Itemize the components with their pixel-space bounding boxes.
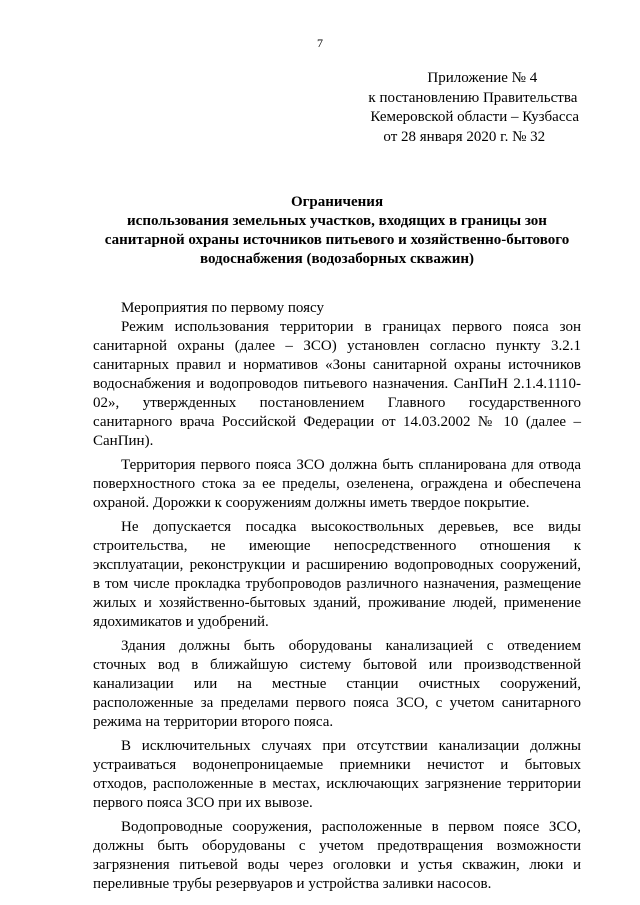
paragraph-line: санитарных правил и нормативов «Зоны санитарной охраны источников	[93, 357, 581, 373]
paragraph-line: режима на территории второго пояса.	[93, 714, 334, 730]
paragraph-line: Территория первого пояса ЗСО должна быть спланирована для отвода	[121, 457, 581, 473]
paragraph-line: расположенные за пределами первого пояса ЗСО, с учетом санитарного	[93, 695, 581, 711]
section-heading: Мероприятия по первому поясу	[121, 300, 324, 316]
paragraph-line: жилых и хозяйственно-бытовых зданий, проживание людей, применение	[93, 595, 581, 611]
paragraph-line: 02», утвержденных постановлением Главного государственного	[93, 395, 581, 411]
paragraph-line: должны быть оборудованы с учетом предотвращения возможности	[93, 838, 581, 854]
paragraph-line: эксплуатации, реконструкции и расширению водопроводных сооружений,	[93, 557, 581, 573]
paragraph-line: санитарного врача Российской Федерации от 14.03.2002 № 10 (далее –	[93, 414, 581, 430]
title-line: использования земельных участков, входящих в границы зон	[127, 213, 547, 229]
paragraph-line: Водопроводные сооружения, расположенные в первом поясе ЗСО,	[121, 819, 581, 835]
paragraph	[93, 818, 581, 894]
paragraph	[93, 637, 581, 732]
paragraph-line: в том числе прокладка трубопроводов различного назначения, размещение	[93, 576, 581, 592]
paragraph-line: Режим использования территории в границах первого пояса зон	[121, 319, 581, 335]
appendix-title: Приложение № 4	[427, 70, 538, 86]
paragraph	[93, 318, 581, 451]
paragraph-line: устраиваться водонепроницаемые приемники нечистот и бытовых	[93, 757, 581, 773]
title-line: водоснабжения (водозаборных скважин)	[199, 251, 475, 267]
paragraph-line: санитарной охраны (далее – ЗСО) установлен согласно пункту 3.2.1	[93, 338, 581, 354]
paragraph-line: ядохимикатов и удобрений.	[93, 614, 269, 630]
paragraph-line: сточных вод в ближайшую систему бытовой или производственной	[93, 657, 581, 673]
appendix-header	[368, 69, 579, 147]
appendix-region: Кемеровской области – Кузбасса	[370, 109, 579, 125]
paragraph-line: Не допускается посадка высокоствольных деревьев, все виды	[121, 519, 581, 535]
paragraph	[93, 456, 581, 513]
paragraph-line: загрязнения питьевой воды через оголовки и устья скважин, люки и	[93, 857, 581, 873]
paragraph-line: первого пояса ЗСО при их вывозе.	[93, 795, 313, 811]
document-body	[93, 299, 581, 894]
paragraph-line: Здания должны быть оборудованы канализацией с отведением	[121, 638, 581, 654]
appendix-date: от 28 января 2020 г. № 32	[383, 128, 546, 145]
document-title	[93, 193, 581, 269]
paragraph-line: СанПин).	[93, 433, 154, 449]
paragraph-line: В исключительных случаях при отсутствии канализации должны	[121, 738, 581, 754]
title-line: санитарной охраны источников питьевого и хозяйственно-бытового	[104, 232, 570, 248]
paragraph-line: строительства, не имеющие непосредственного отношения к	[93, 538, 581, 554]
paragraph	[93, 518, 581, 632]
appendix-reference: к постановлению Правительства	[368, 89, 578, 106]
paragraph-line: переливные трубы резервуаров и устройства заливки насосов.	[93, 876, 492, 892]
paragraph-line: канализации или на местные станции очистных сооружений,	[93, 676, 581, 692]
title-line: Ограничения	[290, 194, 384, 210]
paragraph-line: охраной. Дорожки к сооружениям должны иметь твердое покрытие.	[93, 495, 530, 511]
page-number: 7	[317, 36, 323, 50]
paragraph-line: отходов, расположенные в местах, исключающих загрязнение территории	[93, 776, 581, 792]
paragraph-line: поверхностного стока за ее пределы, озеленена, ограждена и обеспечена	[93, 476, 581, 492]
paragraph	[93, 737, 581, 813]
paragraph-line: водоснабжения и водопроводов питьевого назначения. СанПиН 2.1.4.1110-	[93, 376, 581, 392]
